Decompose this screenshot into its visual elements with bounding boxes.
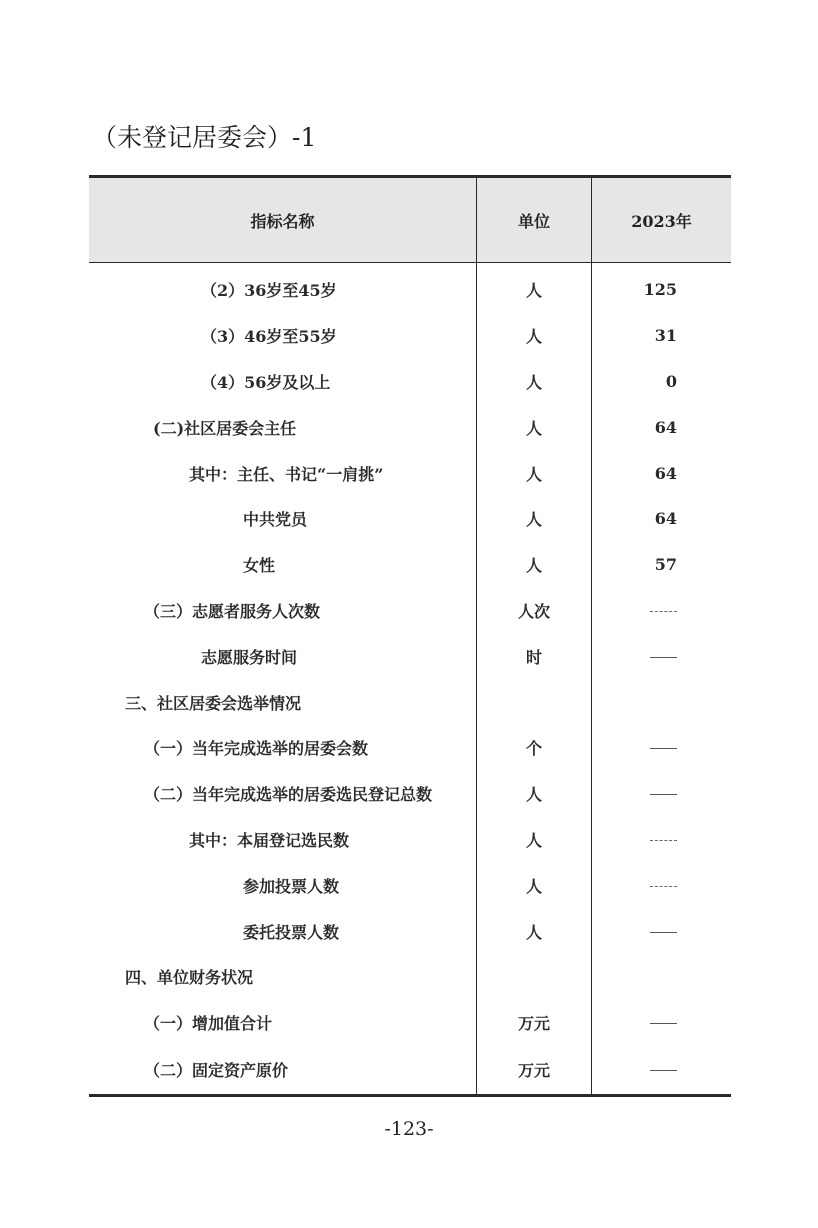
- indicator-name-cell: [89, 954, 477, 1000]
- table-row: [89, 633, 731, 679]
- no-data-dash-solid: [650, 657, 677, 658]
- value-cell: [592, 496, 732, 542]
- value-cell: [592, 771, 732, 817]
- table-row: [89, 588, 731, 634]
- indicator-name: 志愿服务时间: [201, 647, 298, 667]
- value-cell: [592, 908, 732, 954]
- indicator-name: 四、单位财务状况: [125, 968, 254, 988]
- indicator-name: 其中：主任、书记“一肩挑”: [189, 464, 384, 484]
- unit-cell: 人: [477, 313, 592, 359]
- indicator-name: 女性: [243, 556, 276, 576]
- indicator-name: （二）当年完成选举的居委选民登记总数: [144, 785, 433, 805]
- value-number: 64: [654, 463, 677, 483]
- table-row: [89, 496, 731, 542]
- indicator-name-cell: [89, 404, 477, 450]
- value-cell: [592, 817, 732, 863]
- unit-cell: 个: [477, 725, 592, 771]
- value-cell: [592, 679, 732, 725]
- unit-cell: [477, 679, 592, 725]
- value-cell: [592, 1046, 732, 1096]
- header-row: [89, 177, 731, 263]
- indicator-name-cell: [89, 725, 477, 771]
- unit-cell: 人: [477, 359, 592, 405]
- value-cell: [592, 862, 732, 908]
- value-cell: [592, 725, 732, 771]
- table-row: [89, 542, 731, 588]
- indicator-name-cell: [89, 771, 477, 817]
- unit-cell: [477, 954, 592, 1000]
- header-year-2023: 2023年: [592, 177, 732, 263]
- indicator-name-cell: [89, 313, 477, 359]
- value-number: 31: [654, 326, 677, 346]
- table-row: [89, 450, 731, 496]
- page-number: -123-: [384, 1118, 434, 1140]
- indicator-name-cell: [89, 359, 477, 405]
- value-cell: [592, 359, 732, 405]
- value-cell: [592, 542, 732, 588]
- header-unit: 单位: [477, 177, 592, 263]
- table-header: [89, 177, 731, 263]
- statistics-table: [89, 175, 731, 1097]
- indicator-name: 参加投票人数: [243, 876, 340, 896]
- indicator-name-cell: [89, 679, 477, 725]
- value-cell: [592, 588, 732, 634]
- value-cell: [592, 313, 732, 359]
- no-data-dash-solid: [650, 932, 677, 933]
- value-cell: [592, 633, 732, 679]
- indicator-name-cell: [89, 588, 477, 634]
- no-data-dash-solid: [650, 1023, 677, 1024]
- indicator-name: （一）当年完成选举的居委会数: [144, 739, 369, 759]
- indicator-name: （4）56岁及以上: [201, 372, 331, 392]
- unit-cell: 时: [477, 633, 592, 679]
- indicator-name: （二）固定资产原价: [144, 1061, 289, 1081]
- table-row: [89, 862, 731, 908]
- table-row: [89, 725, 731, 771]
- table-row: [89, 771, 731, 817]
- header-indicator-name: 指标名称: [89, 177, 477, 263]
- table-row: [89, 1046, 731, 1096]
- indicator-name: （一）增加值合计: [144, 1014, 273, 1034]
- indicator-name-cell: [89, 908, 477, 954]
- indicator-name-cell: [89, 496, 477, 542]
- indicator-name-cell: [89, 817, 477, 863]
- table-body: [89, 263, 731, 1096]
- unit-cell: 人: [477, 908, 592, 954]
- unit-cell: 人: [477, 542, 592, 588]
- value-cell: [592, 263, 732, 313]
- no-data-dash-broken: [650, 886, 677, 887]
- unit-cell: 人: [477, 450, 592, 496]
- unit-cell: 万元: [477, 1000, 592, 1046]
- value-number: 125: [643, 280, 677, 300]
- unit-cell: 人次: [477, 588, 592, 634]
- indicator-name: 委托投票人数: [243, 922, 340, 942]
- no-data-dash-broken: [650, 840, 677, 841]
- unit-cell: 万元: [477, 1046, 592, 1096]
- indicator-name: 三、社区居委会选举情况: [125, 693, 302, 713]
- no-data-dash-solid: [650, 794, 677, 795]
- value-cell: [592, 954, 732, 1000]
- value-number: 64: [654, 509, 677, 529]
- indicator-name-cell: [89, 633, 477, 679]
- page-title: （未登记居委会）-1: [92, 123, 317, 152]
- unit-cell: 人: [477, 496, 592, 542]
- value-number: 0: [665, 371, 677, 391]
- indicator-name-cell: [89, 862, 477, 908]
- table-row: [89, 404, 731, 450]
- indicator-name-cell: [89, 450, 477, 496]
- unit-cell: 人: [477, 862, 592, 908]
- table-row: [89, 817, 731, 863]
- table-row: [89, 359, 731, 405]
- indicator-name: 中共党员: [243, 510, 308, 530]
- indicator-name: （三）志愿者服务人次数: [144, 601, 321, 621]
- table-row: [89, 679, 731, 725]
- value-cell: [592, 1000, 732, 1046]
- indicator-name-cell: [89, 542, 477, 588]
- value-number: 57: [654, 555, 677, 575]
- value-cell: [592, 404, 732, 450]
- statistics-table-container: [89, 175, 729, 1097]
- unit-cell: 人: [477, 817, 592, 863]
- table-row: [89, 954, 731, 1000]
- unit-cell: 人: [477, 263, 592, 313]
- no-data-dash-solid: [650, 748, 677, 749]
- value-cell: [592, 450, 732, 496]
- indicator-name-cell: [89, 263, 477, 313]
- indicator-name-cell: [89, 1046, 477, 1096]
- unit-cell: 人: [477, 404, 592, 450]
- indicator-name: （2）36岁至45岁: [201, 281, 337, 301]
- table-row: [89, 908, 731, 954]
- table-row: [89, 313, 731, 359]
- unit-cell: 人: [477, 771, 592, 817]
- indicator-name: (二)社区居委会主任: [153, 418, 297, 438]
- indicator-name-cell: [89, 1000, 477, 1046]
- table-row: [89, 1000, 731, 1046]
- indicator-name: （3）46岁至55岁: [201, 327, 337, 347]
- value-number: 64: [654, 417, 677, 437]
- no-data-dash-solid: [650, 1070, 677, 1071]
- table-row: [89, 263, 731, 313]
- indicator-name: 其中：本届登记选民数: [189, 830, 350, 850]
- no-data-dash-broken: [650, 611, 677, 612]
